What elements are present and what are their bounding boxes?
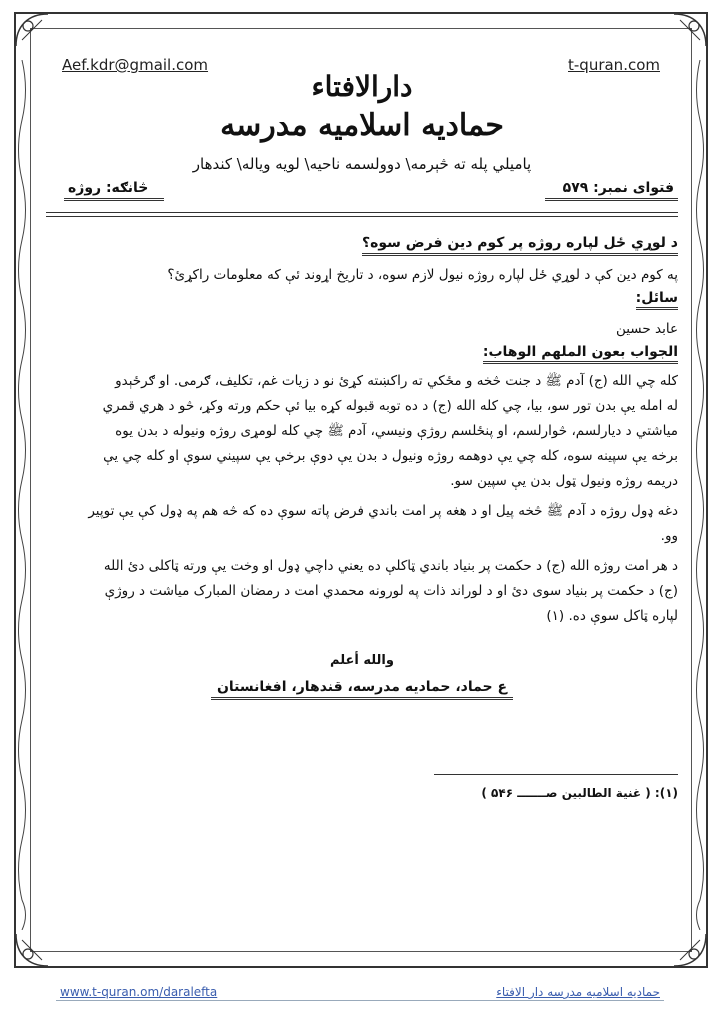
corner-ornament-icon bbox=[14, 12, 50, 48]
answer-line: (ج) د حکمت پر بنیاد سوی دئ او د لوراند ذات په لورونه محمدي امت د رمضان المبارک میاشت د روژې bbox=[104, 583, 678, 599]
page-title-darulifta: دارالافتاء bbox=[311, 70, 413, 103]
vine-border-icon bbox=[15, 60, 29, 930]
corner-ornament-icon bbox=[672, 12, 708, 48]
asker-label: سائل: bbox=[636, 290, 678, 310]
answer-line: دریمه روژه ونیول ټول بدن یې سپین سو. bbox=[450, 473, 678, 489]
question-heading: د لوړي ځل لپاره روژه پر کوم دین فرض سوه؟ bbox=[362, 235, 678, 256]
answer-line: له امله یې بدن تور سو، بیا، چي کله الله (ج) د ده توبه قبوله کړه بیا ئې حکم ورته وکړ، څو د هري قمري bbox=[102, 398, 678, 414]
answer-line: میاشتي د دیارلسم، څوارلسم، او پنځلسم روژې ونیسي، آدم ﷺ چي کله لومړی روژه ونیوله د بدن یوه bbox=[115, 423, 678, 439]
footnote: (۱): ( غنیة الطالبین صـــــــ ۵۴۶ ) bbox=[481, 786, 678, 800]
answer-line: وو. bbox=[660, 528, 678, 544]
footer-divider bbox=[56, 1000, 664, 1001]
corner-ornament-icon bbox=[672, 932, 708, 968]
header-email-link[interactable]: Aef.kdr@gmail.com bbox=[62, 56, 209, 74]
address-line: پامیلي پله ته څېرمه\ دوولسمه ناحیه\ لویه ویاله\ کندهار bbox=[192, 155, 532, 173]
signature-text: ع حماد، حمادیه مدرسه، قندهار، افغانستان bbox=[211, 679, 513, 700]
asker-name: عابد حسین bbox=[615, 321, 678, 337]
answer-line: کله چي الله (ج) آدم ﷺ د جنت څخه و مځکي ته راکښته کړئ نو د زیات غم، تکلیف، ګرمی. او ګرځېدو bbox=[115, 373, 678, 389]
page-title-madrasa: حمادیه اسلامیه مدرسه bbox=[220, 108, 504, 143]
question-body: په کوم دین کې د لوړي ځل لپاره روژه نیول لازم سوه، د تاریخ اړوند ئې که معلومات راکړئ؟ bbox=[167, 267, 678, 283]
answer-line: د هر امت روژه الله (ج) د حکمت پر بنیاد باندي ټاکلې ده یعني داچي ډول او وخت یې ورته ټاکلی دئ الله bbox=[103, 558, 678, 574]
answer-line: دغه ډول روژه د آدم ﷺ څخه پیل او د هغه پر امت باندي فرض پاته سوې ده که څه هم په ډول کې یې توپیر bbox=[88, 503, 678, 519]
header-website-link[interactable]: t-quran.com bbox=[568, 56, 660, 74]
signature-block bbox=[0, 679, 724, 700]
footer-text[interactable]: حمادیه اسلامیه مدرسه دار الافتاء bbox=[496, 985, 660, 999]
closing-salutation: والله أعلم bbox=[330, 653, 394, 668]
header-divider bbox=[46, 212, 678, 213]
corner-ornament-icon bbox=[14, 932, 50, 968]
fatwa-number: فتوای نمبر: ۵۷۹ bbox=[545, 180, 678, 201]
section-label: څانګه: روژه bbox=[64, 180, 164, 201]
footnote-divider bbox=[434, 774, 678, 775]
vine-border-icon bbox=[693, 60, 707, 930]
header-divider bbox=[46, 216, 678, 217]
answer-line: برخه یې سپینه سوه، کله چي یې دوهمه روژه ونیول د بدن یې دوې برخې یې سپیني سوې او کله چي یې bbox=[103, 448, 678, 464]
footer-link[interactable]: www.t-quran.om/daralefta bbox=[60, 985, 218, 999]
answer-line: لپاره ټاکل سوې ده. (۱) bbox=[546, 608, 678, 624]
answer-label: الجواب بعون الملهم الوهاب: bbox=[483, 344, 678, 364]
